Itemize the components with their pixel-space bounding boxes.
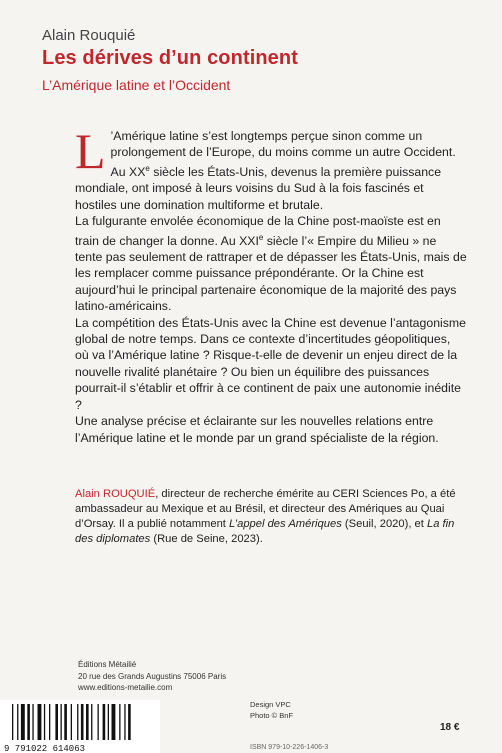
isbn: ISBN 979-10-226-1406-3 xyxy=(250,744,329,751)
blurb-text: La fulgurante envolée économique de la Chine post-maoïste est en train de changer la donne. Au XXI xyxy=(75,214,441,248)
blurb-text: siècle l’« Empire du Milieu » ne tente pas seulement de rattraper et de dépasser les États-Unis, mais de les remplacer comme puissance prépondérante. Or la Chine est aujourd’hui le principal partenaire économique de la majorité des pays latino-américains. xyxy=(75,233,467,314)
barcode-bar xyxy=(86,704,89,740)
bio-book-title: L’appel des Amériques xyxy=(229,518,342,530)
price: 18 € xyxy=(440,722,460,733)
publisher-address: 20 rue des Grands Augustins 75006 Paris xyxy=(78,671,227,681)
bio-book-title: La fin des diplomates xyxy=(75,518,455,545)
bio-text: , directeur de recherche émérite au CERI Sciences Po, a été ambassadeur au Mexique et au Brésil, et directeur des Amériques au Quai d’Orsay. Il a publié notamment xyxy=(75,488,456,530)
barcode-bar xyxy=(27,704,30,740)
drop-cap: L xyxy=(75,123,106,179)
barcode-bar xyxy=(71,704,72,740)
barcode-bar xyxy=(124,704,125,740)
photo-credit: Photo © BnF xyxy=(250,710,294,720)
barcode-bar xyxy=(61,704,62,740)
barcode-bar xyxy=(108,704,109,740)
barcode-bars xyxy=(12,704,131,740)
barcode-bar xyxy=(91,704,92,740)
publisher-block xyxy=(78,659,226,694)
barcode-bar xyxy=(17,704,18,740)
barcode-digits: 9 791022 614063 xyxy=(4,744,86,753)
barcode-bar xyxy=(12,704,13,740)
book-title: Les dérives d’un continent xyxy=(42,47,298,69)
barcode-bar xyxy=(112,704,116,740)
design-credit: Design VPC xyxy=(250,700,291,709)
blurb-paragraph-3: La compétition des États-Unis avec la Chine est devenue l’antagonisme global de notre temps. Dans ce contexte d’incertitudes géopolitiques, où va l’Amérique latine ? Risque-t-elle de devenir un enjeu direct de la nouvelle rivalité planétaire ? Ou bien un équilibre des puissances pourrait-il s’établir et offrir à ce continent de paix une autonomie inédite ? xyxy=(75,315,466,412)
bio-author-name: Alain ROUQUIÉ xyxy=(75,488,156,500)
barcode-bar xyxy=(49,704,50,740)
barcode-bar xyxy=(38,704,42,740)
barcode-bar xyxy=(119,704,120,740)
barcode-bar xyxy=(128,704,131,740)
superscript: e xyxy=(258,232,264,242)
barcode-bar xyxy=(103,704,106,740)
credits-block xyxy=(250,700,293,721)
superscript: e xyxy=(145,163,150,173)
author-name: Alain Rouquié xyxy=(42,27,136,44)
barcode-bar xyxy=(55,704,58,740)
barcode-bar xyxy=(44,704,45,740)
publisher-website: www.editions-metailie.com xyxy=(78,683,173,692)
barcode-bar xyxy=(98,704,99,740)
barcode-bar xyxy=(77,704,78,740)
blurb-paragraph-2 xyxy=(75,213,467,315)
blurb-paragraph-4: Une analyse précise et éclairante sur les nouvelles relations entre l’Amérique latine et le monde par un grand spécialiste de la région. xyxy=(75,414,439,445)
author-bio xyxy=(75,487,467,547)
barcode-bar xyxy=(81,704,84,740)
barcode xyxy=(0,700,160,753)
book-subtitle: L’Amérique latine et l’Occident xyxy=(42,77,231,93)
blurb-text: ’Amérique latine s’est longtemps perçue sinon comme un prolongement de l’Europe, du moins comme un autre Occident. Au XX xyxy=(110,129,456,179)
bio-text: (Seuil, 2020), et xyxy=(341,518,427,530)
barcode-bar xyxy=(64,704,67,740)
publisher-name: Éditions Métailié xyxy=(78,660,137,669)
barcode-bar xyxy=(32,704,33,740)
blurb-paragraph-1 xyxy=(75,123,467,213)
barcode-bar xyxy=(21,704,25,740)
bio-text: (Rue de Seine, 2023). xyxy=(150,533,263,545)
blurb xyxy=(75,123,467,446)
blurb-text: siècle les États-Unis, devenus la première puissance mondiale, ont imposé à leurs voisins du Sud à la fois fascinés et hostiles une domination multiforme et brutale. xyxy=(75,164,442,212)
